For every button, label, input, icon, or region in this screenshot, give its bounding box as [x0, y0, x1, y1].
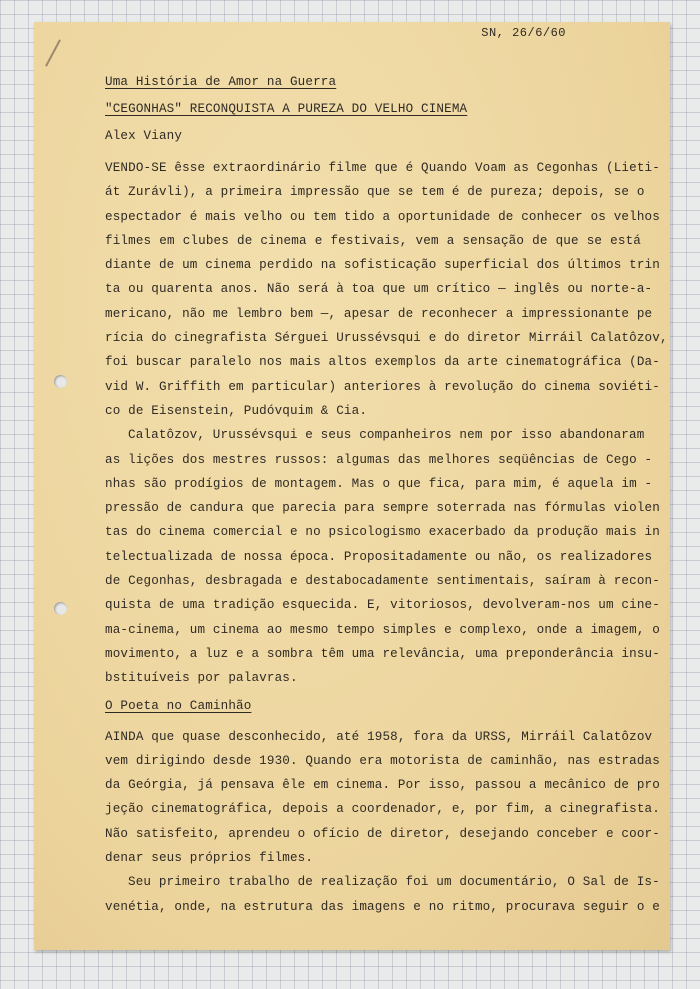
text-line: co de Eisenstein, Pudóvquim & Cia.	[105, 403, 368, 418]
kicker: Uma História de Amor na Guerra	[105, 75, 337, 89]
text-line: movimento, a luz e a sombra têm uma relevância, uma preponderância insu-	[105, 646, 660, 661]
text-line: telectualizada de nossa época. Propositadamente ou não, os realizadores	[105, 549, 653, 564]
text-line: át Zurávli), a primeira impressão que se tem é de pureza; depois, se o	[105, 185, 645, 200]
punch-hole-top	[54, 375, 67, 388]
text-line: Não satisfeito, aprendeu o ofício de diretor, desejando conceber e coor-	[105, 826, 660, 841]
section-heading: O Poeta no Caminhão	[105, 698, 252, 713]
text-line: espectador é mais velho ou tem tido a oportunidade de conhecer os velhos	[105, 209, 660, 224]
date-stamp: SN, 26/6/60	[481, 26, 566, 40]
text-line: da Geórgia, já pensava êle em cinema. Por isso, passou a mecânico de pro	[105, 778, 660, 793]
text-line: filmes em clubes de cinema e festivais, vem a sensação de que se está	[105, 233, 641, 248]
text-line: tas do cinema comercial e no psicologismo exacerbado da produção mais in	[105, 525, 660, 540]
text-line: denar seus próprios filmes.	[105, 851, 314, 866]
paragraph-3	[105, 725, 660, 871]
text-line: VENDO-SE êsse extraordinário filme que é Quando Voam as Cegonhas (Lieti-	[105, 161, 660, 175]
author: Alex Viany	[105, 129, 183, 143]
article-body	[105, 73, 668, 919]
punch-hole-bottom	[54, 602, 67, 615]
pencil-mark	[45, 39, 61, 66]
text-line: ta ou quarenta anos. Não será à toa que um crítico — inglês ou norte-a-	[105, 282, 653, 297]
text-line: diante de um cinema perdido na sofisticação superficial dos últimos trin	[105, 258, 660, 273]
text-line: jeção cinematográfica, depois a coordenador, e, por fim, a cinegrafista.	[105, 802, 660, 817]
text-line: pressão de candura que parecia para sempre soterrada nas fórmulas violen	[105, 501, 660, 516]
paragraph-1	[105, 156, 668, 423]
typewritten-page	[34, 22, 670, 950]
text-line: ma-cinema, um cinema ao mesmo tempo simples e complexo, onde a imagem, o	[105, 622, 660, 637]
headline: "CEGONHAS" RECONQUISTA A PUREZA DO VELHO CINEMA	[105, 102, 468, 116]
paragraph-4	[105, 870, 660, 919]
text-line: AINDA que quase desconhecido, até 1958, fora da URSS, Mirráil Calatôzov	[105, 729, 653, 744]
text-line: de Cegonhas, desbragada e destabocadamente sentimentais, saíram à recon-	[105, 574, 660, 589]
paragraph-2	[105, 423, 660, 690]
text-line: nhas são prodígios de montagem. Mas o que fica, para mim, é aquela im -	[105, 476, 653, 491]
text-line: foi buscar paralelo nos mais altos exemplos da arte cinematográfica (Da-	[105, 355, 660, 370]
text-line: as lições dos mestres russos: algumas das melhores seqüências de Cego -	[105, 452, 653, 467]
text-line: bstituíveis por palavras.	[105, 671, 298, 686]
text-line: Seu primeiro trabalho de realização foi um documentário, O Sal de Is-	[128, 875, 660, 890]
text-line: mericano, não me lembro bem —, apesar de reconhecer a impressionante pe	[105, 306, 653, 321]
text-line: rícia do cinegrafista Sérguei Urussévsqui e do diretor Mirráil Calatôzov,	[105, 331, 668, 346]
text-line: venétia, onde, na estrutura das imagens e no ritmo, procurava seguir o e	[105, 899, 660, 914]
text-line: vem dirigindo desde 1930. Quando era motorista de caminhão, nas estradas	[105, 753, 660, 768]
text-line: Calatôzov, Urussévsqui e seus companheiros nem por isso abandonaram	[128, 428, 645, 443]
text-line: quista de uma tradição esquecida. E, vitoriosos, devolveram-nos um cine-	[105, 598, 660, 613]
text-line: vid W. Griffith em particular) anteriores à revolução do cinema soviéti-	[105, 379, 660, 394]
